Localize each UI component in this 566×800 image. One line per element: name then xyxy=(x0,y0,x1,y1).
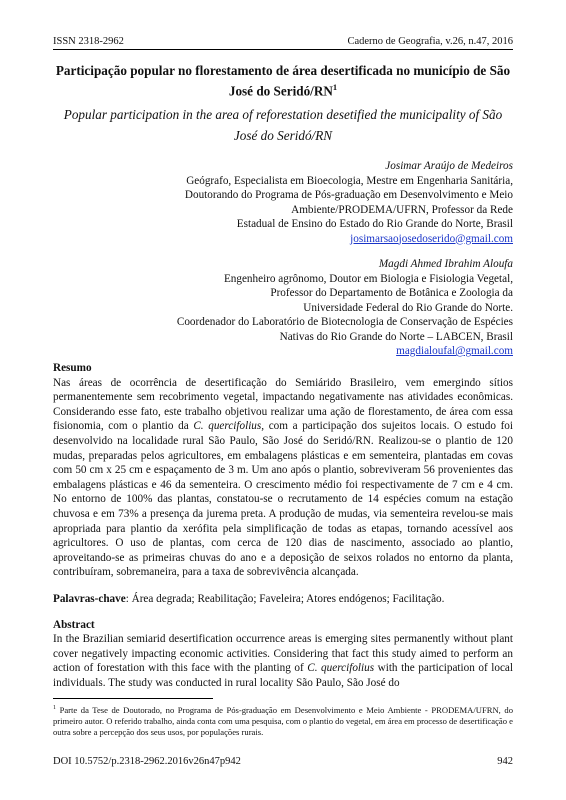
species-name: C. quercifolius xyxy=(307,662,375,675)
author-name: Magdi Ahmed Ibrahim Aloufa xyxy=(378,258,513,270)
title-pt-text: Participação popular no florestamento de área desertificada no município de São José do Seridó/RN xyxy=(55,63,511,99)
keywords-line xyxy=(53,592,513,607)
footnote xyxy=(53,703,513,738)
author-affiliation-line: Engenheiro agrônomo, Doutor em Biologia e Fisiologia Vegetal, xyxy=(223,272,513,285)
author-affiliation-line: Nativas do Rio Grande do Norte – LABCEN, Brasil xyxy=(279,330,513,343)
abstract-text: with the participation of local individuals. The study was conducted in rural locality São Paulo, São José do xyxy=(53,662,513,689)
footnote-rule xyxy=(53,698,213,699)
issn-label: ISSN 2318-2962 xyxy=(53,36,124,47)
abstract-heading: Abstract xyxy=(53,618,95,631)
author-affiliation-line: Doutorando do Programa de Pós-graduação em Desenvolvimento e Meio xyxy=(184,189,513,201)
article-title-pt xyxy=(53,62,513,99)
resumo-text: com a participação dos sujeitos locais. O estudo foi desenvolvido na localidade rural São Paulo, São José do Seridó/RN. Realizou-se o plantio de 120 mudas, preparadas pelos agricultores, em embalagens plásticas e em sementeira, plantadas em covas com 50 cm x 25 cm e espaçamento de 3 m. Um ano após o plantio, sobreviveram 56 provenientes das embalagens plásticas e 46 da sementeira. O crescimento médio foi respectivamente de 7 cm e 4 cm. No entorno de 100% das plantas, constatou-se o recrutamento de 14 espécies comum na estação chuvosa e em 73% a presença da jurema preta. A produção de mudas, via sementeira revelou-se mais apropriada para plantio da xerófita pela simplificação de todas as etapas, tornando acessível aos agricultores. O uso de plantas, com cerca de 120 dias de nascimento, associado ao plantio, aproveitando-se as primeiras chuvas do ano e a deposição de seixos rolados no entorno da planta, contribuíram, sobremaneira, para a taxa de sobrevivência alcançada. xyxy=(53,420,514,579)
author-block xyxy=(140,159,513,359)
author-affiliation-line: Coordenador do Laboratório de Biotecnologia de Conservação de Espécies xyxy=(176,316,513,328)
journal-citation: Caderno de Geografia, v.26, n.47, 2016 xyxy=(347,36,513,47)
header-rule xyxy=(53,49,513,50)
author-email-link[interactable]: josimarsaojosedoserido@gmail.com xyxy=(350,232,513,245)
author-affiliation-line: Professor do Departamento de Botânica e Zoologia da xyxy=(270,287,513,299)
keywords-label: Palavras-chave xyxy=(53,592,126,605)
author-email-link[interactable]: magdialoufal@gmail.com xyxy=(396,345,513,357)
footnote-mark: 1 xyxy=(53,705,56,711)
resumo-paragraph xyxy=(53,376,513,580)
keywords-text: : Área degrada; Reabilitação; Faveleira; Atores endógenos; Facilitação. xyxy=(125,592,445,605)
footnote-text: Parte da Tese de Doutorado, no Programa de Pós-graduação em Desenvolvimento e Meio Ambiente - PRODEMA/UFRN, do primeiro autor. O referido trabalho, ainda conta com uma pesquisa, com o plantio do vegetal, em área em processo de desertificação e outra sobre a percepção dos seus usos, por populações rurais. xyxy=(53,704,513,737)
resumo-text: Nas áreas de ocorrência de desertificação do Semiárido Brasileiro, vem emergindo sítios permanentemente sem recobrimento vegetal, impactando negativamente nas atividades econômicas. Considerando esse fato, este trabalho objetivou realizar uma ação de florestamento, de área com essa fisionomia, com o plantio da xyxy=(53,376,513,433)
author-affiliation-line: Universidade Federal do Rio Grande do Norte. xyxy=(303,301,513,314)
page-number: 942 xyxy=(497,756,513,767)
abstract-text: In the Brazilian semiarid desertification occurrence areas is emerging sites permanently without plant cover negatively impacting economic activities. Considering that fact this study aimed to perform an action of forestation with this face with the planting of xyxy=(53,633,513,675)
author-affiliation-line: Ambiente/PRODEMA/UFRN, Professor da Rede xyxy=(291,203,513,216)
article-title-en: Popular participation in the area of reforestation desetified the municipality of São José do Seridó/RN xyxy=(63,107,503,143)
author-affiliation-line: Estadual de Ensino do Estado do Rio Grande do Norte, Brasil xyxy=(236,218,513,230)
resumo-heading: Resumo xyxy=(53,362,92,374)
article-body xyxy=(53,361,513,690)
title-footnote-mark[interactable]: 1 xyxy=(332,82,338,92)
page-footer xyxy=(53,756,513,767)
species-name: C. quercifolius, xyxy=(193,420,265,433)
abstract-paragraph xyxy=(53,632,513,690)
running-header xyxy=(53,31,513,47)
author-affiliation-line: Geógrafo, Especialista em Bioecologia, Mestre em Engenharia Sanitária, xyxy=(186,174,513,187)
author-name: Josimar Araújo de Medeiros xyxy=(385,160,513,172)
doi-label: DOI 10.5752/p.2318-2962.2016v26n47p942 xyxy=(53,756,241,767)
